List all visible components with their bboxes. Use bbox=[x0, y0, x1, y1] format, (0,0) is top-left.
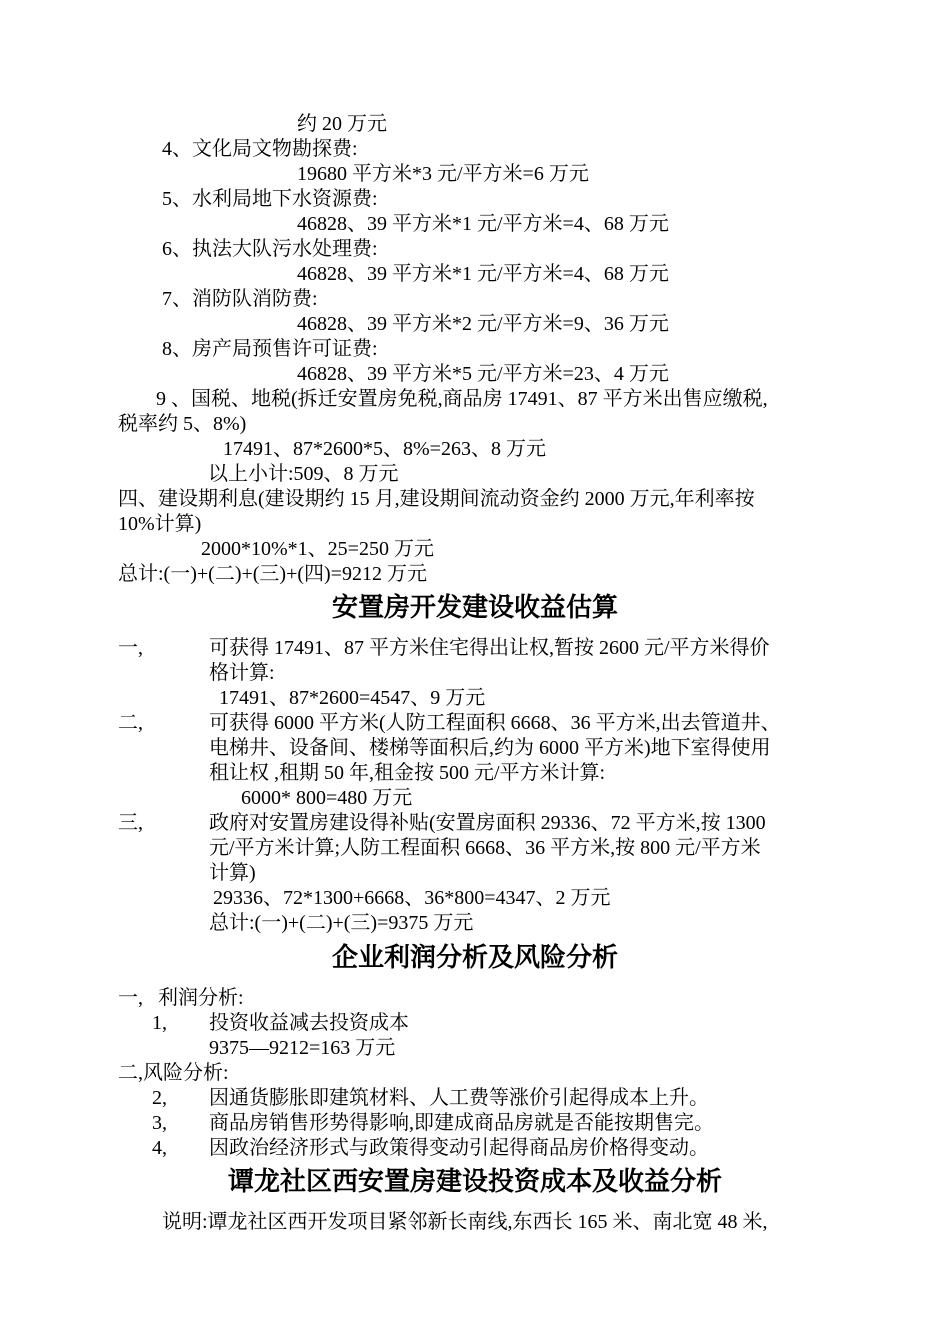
profit-item-1-number: 1, bbox=[152, 1012, 167, 1034]
risk-item-2-text: 因通货膨胀即建筑材料、人工费等涨价引起得成本上升。 bbox=[209, 1087, 709, 1109]
fee-calc-6: 46828、39 平方米*1 元/平方米=4、68 万元 bbox=[297, 263, 669, 285]
risk-heading: 二,风险分析: bbox=[118, 1062, 229, 1084]
income-item-2-calc: 6000* 800=480 万元 bbox=[241, 787, 413, 809]
income-item-3-calc: 29336、72*1300+6668、36*800=4347、2 万元 bbox=[213, 887, 611, 909]
income-item-3-text-cont2: 计算) bbox=[209, 862, 256, 884]
risk-item-2-number: 2, bbox=[152, 1087, 167, 1109]
income-item-1-calc: 17491、87*2600=4547、9 万元 bbox=[219, 687, 486, 709]
cost-total: 总计:(一)+(二)+(三)+(四)=9212 万元 bbox=[118, 563, 427, 585]
fee-item-6: 6、执法大队污水处理费: bbox=[162, 238, 378, 260]
income-item-3-text-cont: 元/平方米计算;人防工程面积 6668、36 平方米,按 800 元/平方米 bbox=[209, 837, 761, 859]
income-item-3-text: 政府对安置房建设得补贴(安置房面积 29336、72 平方米,按 1300 bbox=[209, 812, 766, 834]
income-total: 总计:(一)+(二)+(三)=9375 万元 bbox=[209, 912, 474, 934]
interest-calc: 2000*10%*1、25=250 万元 bbox=[201, 538, 434, 560]
tanlong-description: 说明:谭龙社区西开发项目紧邻新长南线,东西长 165 米、南北宽 48 米, bbox=[162, 1211, 768, 1233]
fee-calc-9: 17491、87*2600*5、8%=263、8 万元 bbox=[223, 438, 546, 460]
income-item-2-text-cont: 电梯井、设备间、楼梯等面积后,约为 6000 平方米)地下室得使用 bbox=[209, 737, 771, 759]
section-title-income: 安置房开发建设收益估算 bbox=[331, 593, 618, 623]
income-item-2-text-cont2: 租让权 ,租期 50 年,租金按 500 元/平方米计算: bbox=[209, 762, 606, 784]
interest-item-cont: 10%计算) bbox=[118, 513, 202, 535]
section-title-tanlong: 谭龙社区西安置房建设投资成本及收益分析 bbox=[227, 1167, 722, 1197]
risk-item-3-text: 商品房销售形势得影响,即建成商品房就是否能按期售完。 bbox=[209, 1112, 714, 1134]
profit-heading: 一, 利润分析: bbox=[118, 987, 244, 1009]
fee-calc-8: 46828、39 平方米*5 元/平方米=23、4 万元 bbox=[297, 363, 669, 385]
fee-item-5: 5、水利局地下水资源费: bbox=[162, 188, 378, 210]
section-title-profit: 企业利润分析及风险分析 bbox=[331, 943, 618, 973]
interest-item: 四、建设期利息(建设期约 15 月,建设期间流动资金约 2000 万元,年利率按 bbox=[118, 488, 755, 510]
income-item-1-text-cont: 格计算: bbox=[209, 662, 275, 684]
fee-calc-4: 19680 平方米*3 元/平方米=6 万元 bbox=[297, 163, 589, 185]
income-item-3-number: 三, bbox=[118, 812, 143, 834]
fee-amount-line: 约 20 万元 bbox=[297, 113, 387, 135]
fee-item-9: 9 、国税、地税(拆迁安置房免税,商品房 17491、87 平方米出售应缴税, bbox=[156, 388, 768, 410]
income-item-1-text: 可获得 17491、87 平方米住宅得出让权,暂按 2600 元/平方米得价 bbox=[209, 637, 770, 659]
fee-calc-7: 46828、39 平方米*2 元/平方米=9、36 万元 bbox=[297, 313, 669, 335]
income-item-2-number: 二, bbox=[118, 712, 143, 734]
risk-item-3-number: 3, bbox=[152, 1112, 167, 1134]
income-item-2-text: 可获得 6000 平方米(人防工程面积 6668、36 平方米,出去管道井、 bbox=[209, 712, 781, 734]
income-item-1-number: 一, bbox=[118, 637, 143, 659]
fee-item-8: 8、房产局预售许可证费: bbox=[162, 338, 378, 360]
fee-item-9-cont: 税率约 5、8%) bbox=[118, 413, 247, 435]
fee-item-7: 7、消防队消防费: bbox=[162, 288, 318, 310]
risk-item-4-number: 4, bbox=[152, 1137, 167, 1159]
profit-item-1-calc: 9375—9212=163 万元 bbox=[209, 1037, 396, 1059]
risk-item-4-text: 因政治经济形式与政策得变动引起得商品房价格得变动。 bbox=[209, 1137, 709, 1159]
fee-subtotal: 以上小计:509、8 万元 bbox=[208, 463, 399, 485]
profit-item-1-text: 投资收益减去投资成本 bbox=[209, 1012, 409, 1034]
fee-item-4: 4、文化局文物勘探费: bbox=[162, 138, 358, 160]
fee-calc-5: 46828、39 平方米*1 元/平方米=4、68 万元 bbox=[297, 213, 669, 235]
